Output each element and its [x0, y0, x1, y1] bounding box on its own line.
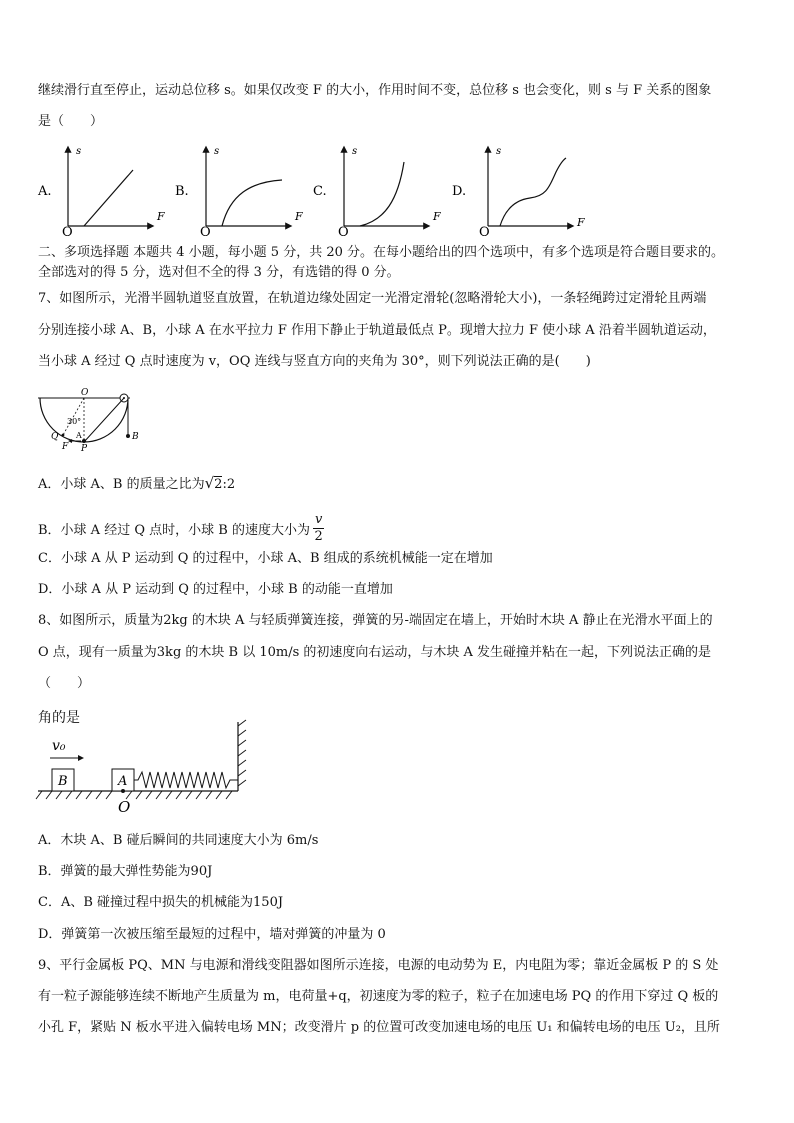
q8-option-d: D．弹簧第一次被压缩至最短的过程中，墙对弹簧的冲量为 0 — [38, 927, 386, 942]
spring — [134, 772, 238, 788]
q7-label-b: B — [132, 432, 139, 442]
q6-graphs — [0, 140, 794, 240]
q6-stem-line1: 继续滑行直至停止，运动总位移 s。如果仅改变 F 的大小，作用时间不变，总位移 s 也会变化，则 s 与 F 关系的图象 — [38, 83, 712, 98]
fraction — [313, 512, 324, 545]
graph-b-label: B. — [175, 184, 189, 199]
q7-label-o: O — [81, 388, 89, 398]
q7-option-a-sqrt: 2 — [214, 477, 223, 492]
q8-fig-note: 角的是 — [38, 710, 80, 726]
q7-figure — [34, 386, 174, 456]
q8-label-b: B — [58, 774, 68, 789]
graph-b-curve — [222, 180, 282, 226]
graph-d-origin: O — [479, 225, 490, 240]
graph-d-ylabel: s — [496, 146, 502, 157]
point-o — [121, 789, 125, 793]
q7-label-q: Q — [51, 432, 59, 442]
q9-line3: 小孔 F，紧贴 N 板水平进入偏转电场 MN；改变滑片 p 的位置可改变加速电场的电压 U₁ 和偏转电场的电压 U₂，且所 — [38, 1020, 720, 1035]
q8-label-a: A — [118, 774, 128, 789]
section2-line1: 二、多项选择题 本题共 4 小题，每小题 5 分，共 20 分。在每小题给出的四个选项中，有多个选项是符合题目要求的。 — [38, 245, 725, 260]
q7-label-p: P — [81, 444, 88, 454]
q9-line1: 9、平行金属板 PQ、MN 与电源和滑线变阻器如图所示连接，电源的电动势为 E，内电阻为零；靠近金属板 P 的 S 处 — [38, 958, 719, 973]
q8-option-a: A．木块 A、B 碰后瞬间的共同速度大小为 6m/s — [38, 833, 319, 848]
fraction-numerator: v — [314, 512, 323, 527]
graph-b-ylabel: s — [214, 146, 220, 157]
graph-c-label: C. — [313, 184, 327, 199]
q7-label-a: A — [76, 431, 82, 440]
q7-line2: 分别连接小球 A、B，小球 A 在水平拉力 F 作用下静止于轨道最低点 P。现增大拉力 F 使小球 A 沿着半圆轨道运动， — [38, 323, 716, 338]
graph-a-label: A. — [38, 184, 52, 199]
q8-figure — [34, 716, 264, 816]
velocity-arrow-icon — [78, 755, 84, 761]
ball-b — [126, 434, 130, 438]
fraction-denominator: 2 — [314, 529, 323, 544]
q7-label-angle: 30° — [67, 417, 82, 426]
graph-b — [175, 146, 303, 240]
q9-line2: 有一粒子源能够连续不断地产生质量为 m，电荷量+q，初速度为零的粒子，粒子在加速电场 PQ 的作用下穿过 Q 板的 — [38, 989, 719, 1004]
q6-stem-line2: 是（ ） — [38, 114, 104, 129]
graph-b-origin: O — [200, 225, 211, 240]
q8-label-v0: v₀ — [52, 738, 66, 754]
q7-line3: 当小球 A 经过 Q 点时速度为 v，OQ 连线与竖直方向的夹角为 30°，则下列说法正确的是( ) — [38, 354, 591, 369]
q8-line2: O 点，现有一质量为3kg 的木块 B 以 10m/s 的初速度向右运动，与木块 A 发生碰撞并粘在一起，下列说法正确的是 — [38, 645, 712, 660]
sqrt-sign: √ — [204, 474, 215, 492]
graph-d-xlabel: F — [577, 216, 585, 229]
graph-c — [313, 146, 441, 240]
graph-d-curve — [500, 158, 566, 226]
q7-option-b — [38, 514, 324, 547]
graph-c-xlabel: F — [433, 210, 441, 223]
q8-line1: 8、如图所示，质量为2kg 的木块 A 与轻质弹簧连接，弹簧的另-端固定在墙上，开始时木块 A 静止在光滑水平面上的 — [38, 613, 713, 628]
q7-line1: 7、如图所示，光滑半圆轨道竖直放置，在轨道边缘处固定一光滑定滑轮(忽略滑轮大小)，一条轻绳跨过定滑轮且两端 — [38, 291, 707, 306]
q8-line3: （ ） — [38, 676, 91, 691]
graph-d — [452, 146, 585, 240]
graph-a-origin: O — [62, 225, 73, 240]
graph-d-label: D. — [452, 184, 467, 199]
q7-option-a — [38, 474, 235, 494]
q7-label-f: F — [62, 442, 69, 452]
q7-option-a-prefix: A．小球 A、B 的质量之比为 — [38, 477, 205, 492]
graph-a-curve — [84, 170, 133, 226]
graph-c-ylabel: s — [352, 146, 358, 157]
graph-a — [37, 146, 165, 240]
graph-c-origin: O — [338, 225, 349, 240]
q8-option-c: C．A、B 碰撞过程中损失的机械能为150J — [38, 895, 284, 910]
graph-a-xlabel: F — [157, 210, 165, 223]
ball-a — [82, 439, 86, 443]
q7-option-c: C．小球 A 从 P 运动到 Q 的过程中，小球 A、B 组成的系统机械能一定在增加 — [38, 551, 493, 566]
graph-b-xlabel: F — [295, 210, 303, 223]
q7-option-a-suffix: :2 — [222, 477, 236, 492]
q7-option-d: D．小球 A 从 P 运动到 Q 的过程中，小球 B 的动能一直增加 — [38, 582, 393, 597]
q8-option-b: B．弹簧的最大弹性势能为90J — [38, 864, 213, 879]
graph-c-curve — [360, 162, 404, 226]
q8-label-o: O — [118, 798, 131, 816]
section2-line2: 全部选对的得 5 分，选对但不全的得 3 分，有选错的得 0 分。 — [38, 265, 400, 280]
q7-option-b-prefix: B．小球 A 经过 Q 点时，小球 B 的速度大小为 — [38, 523, 310, 538]
graph-a-ylabel: s — [76, 146, 82, 157]
